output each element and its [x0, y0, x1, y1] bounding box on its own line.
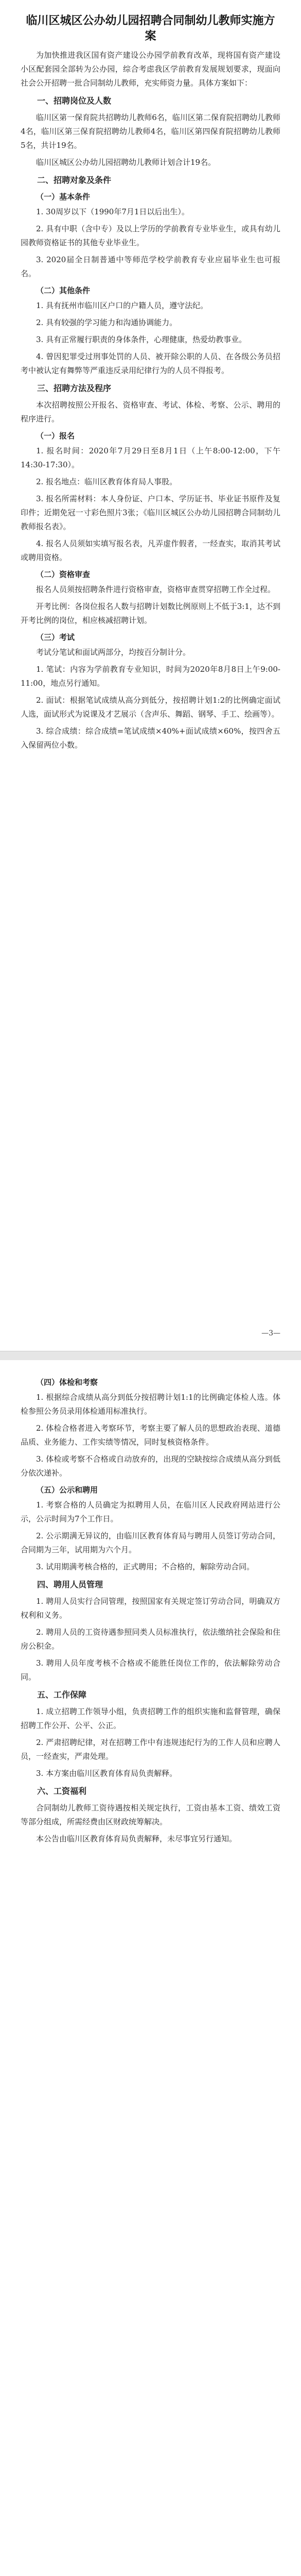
subsection-heading: （二）资格审查: [36, 570, 91, 579]
page2-item: 3. 体检或考察不合格或自动放弃的，出现的空缺按综合成绩从高分到低分依次递补。: [21, 1454, 280, 1478]
section-2-item: 1. 30周岁以下（1990年7月1日以后出生）。: [36, 207, 189, 216]
subsection-heading: （二）其他条件: [36, 286, 91, 295]
subsection-heading: （一）报名: [36, 431, 75, 440]
section-2-item: 1. 具有抚州市临川区户口的户籍人员，遵守法纪。: [36, 301, 208, 310]
page-2: [0, 1360, 301, 2576]
section-heading-1: 一、招聘岗位及人数: [37, 96, 112, 106]
section-3-item: 1. 报名时间：2020年7月29日至8月1日（上午8:00-12:00，下午14:30-17:30）。: [21, 446, 280, 469]
section-3-item: 考试分笔试和面试两部分，均按百分制计分。: [36, 648, 191, 657]
subsection-heading: （一）基本条件: [36, 192, 91, 201]
page2-item: 1. 聘用人员实行合同管理，按照国家有关规定签订劳动合同，明确双方权利和义务。: [21, 1597, 280, 1620]
section-1-item: 临川区第一保育院共招聘幼儿教师6名，临川区第二保育院招聘幼儿教师4名，临川区第三保育院招聘幼儿教师4名，临川区第四保育院招聘幼儿教师5名，共计19名。: [21, 113, 280, 150]
section-2-item: 4. 曾因犯罪受过刑事处罚的人员、被开除公职的人员、在各级公务员招考中被认定有舞弊等严重违反录用纪律行为的人员不得报考。: [21, 352, 280, 375]
section-3-item: 4. 报名人员须如实填写报名表，凡弄虚作假者，一经查实，取消其考试或聘用资格。: [21, 539, 280, 562]
section-heading-4: 四、聘用人员管理: [37, 1580, 103, 1589]
page-number: —3—: [261, 1329, 280, 1337]
section-3-item: 3. 报名所需材料：本人身份证、户口本、学历证书、毕业证书原件及复印件；近期免冠一寸彩色照片3张；《临川区城区公办幼儿园招聘合同制幼儿教师报名表》。: [21, 494, 280, 531]
page2-item: 3. 聘用人员年度考核不合格或不能胜任岗位工作的，依法解除劳动合同。: [21, 1658, 280, 1682]
section-2-item: 3. 2020届全日制普通中等师范学校学前教育专业应届毕业生也可报名。: [21, 255, 280, 278]
intro-paragraph: 为加快推进我区国有资产建设公办园学前教育改革，现将国有资产建设小区配套园全部转为公办园，综合考虑我区学前教育发展规划要求，现面向社会公开招聘一批合同制幼儿教师，充实师资力量。具体方案如下：: [21, 50, 280, 88]
section-1-item: 临川区城区公办幼儿园招聘幼儿教师计划合计19名。: [36, 158, 216, 167]
section-3-item: 2. 报名地点：临川区教育体育局人事股。: [36, 477, 178, 486]
section-2-item: 2. 具有中职（含中专）及以上学历的学前教育专业毕业生，或具有幼儿园教师资格证书的其他专业毕业生。: [21, 224, 280, 247]
page2-item: 合同制幼儿教师工资待遇按相关规定执行，工资由基本工资、绩效工资等部分组成，所需经费由区财政统筹解决。: [21, 1803, 280, 1826]
subsection-heading: （四）体检和考察: [36, 1378, 98, 1387]
section-2-item: 3. 具有正常履行职责的身体条件，心理健康，热爱幼教事业。: [36, 335, 247, 344]
page2-item: 1. 考察合格的人员确定为拟聘用人员，在临川区人民政府网站进行公示，公示时间为7个工作日。: [21, 1500, 280, 1523]
page2-item: 2. 聘用人员的工资待遇参照同类人员标准执行，依法缴纳社会保险和住房公积金。: [21, 1628, 280, 1651]
section-heading-2: 二、招聘对象及条件: [37, 175, 112, 185]
section-3-item: 报名人员须按招聘条件进行资格审查，资格审查贯穿招聘工作全过程。: [36, 585, 276, 594]
page2-item: 2. 体检合格者进入考察环节，考察主要了解人员的思想政治表现、道德品质、业务能力、工作实绩等情况，同时复核资格条件。: [21, 1423, 280, 1447]
subsection-heading: （三）考试: [36, 633, 75, 642]
page2-item: 本公告由临川区教育体育局负责解释，未尽事宜另行通知。: [36, 1834, 237, 1843]
section-3-item: 开考比例：各岗位报名人数与招聘计划数比例原则上不低于3:1，达不到开考比例的岗位，相应核减招聘计划。: [21, 602, 280, 625]
section-2-item: 2. 具有较强的学习能力和沟通协调能力。: [36, 318, 178, 327]
section-3-intro: 本次招聘按照公开报名、资格审查、考试、体检、考察、公示、聘用的程序进行。: [21, 400, 280, 423]
document-title: 临川区城区公办幼儿园招聘合同制幼儿教师实施方案: [26, 14, 275, 43]
page2-item: 2. 严肃招聘纪律，对在招聘工作中有违规违纪行为的工作人员和应聘人员，一经查实，严肃处理。: [21, 1738, 280, 1761]
page2-item: 3. 试用期满考核合格的，正式聘用；不合格的，解除劳动合同。: [36, 1562, 255, 1571]
section-heading-6: 六、工资福利: [37, 1786, 87, 1796]
page2-item: 2. 公示期满无异议的，由临川区教育体育局与聘用人员签订劳动合同，合同期为三年，试用期为六个月。: [21, 1531, 280, 1554]
page2-item: 1. 成立招聘工作领导小组，负责招聘工作的组织实施和监督管理，确保招聘工作公开、公平、公正。: [21, 1707, 280, 1730]
page2-item: 1. 根据综合成绩从高分到低分按招聘计划1:1的比例确定体检人选。体检参照公务员录用体检通用标准执行。: [21, 1393, 280, 1416]
section-3-item: 2. 面试：根据笔试成绩从高分到低分，按招聘计划1:2的比例确定面试人选，面试形式为说课及才艺展示（含声乐、舞蹈、钢琴、手工、绘画等）。: [21, 696, 280, 719]
section-3-item: 1. 笔试：内容为学前教育专业知识，时间为2020年8月8日上午9:00-11:00，地点另行通知。: [21, 665, 280, 688]
section-heading-3: 三、招聘方法及程序: [37, 383, 112, 393]
page2-item: 3. 本方案由临川区教育体育局负责解释。: [36, 1769, 178, 1778]
subsection-heading: （五）公示和聘用: [36, 1485, 98, 1495]
section-heading-5: 五、工作保障: [37, 1690, 87, 1700]
section-3-item: 3. 综合成绩：综合成绩=笔试成绩×40%+面试成绩×60%，按四舍五入保留两位小数。: [21, 726, 280, 750]
